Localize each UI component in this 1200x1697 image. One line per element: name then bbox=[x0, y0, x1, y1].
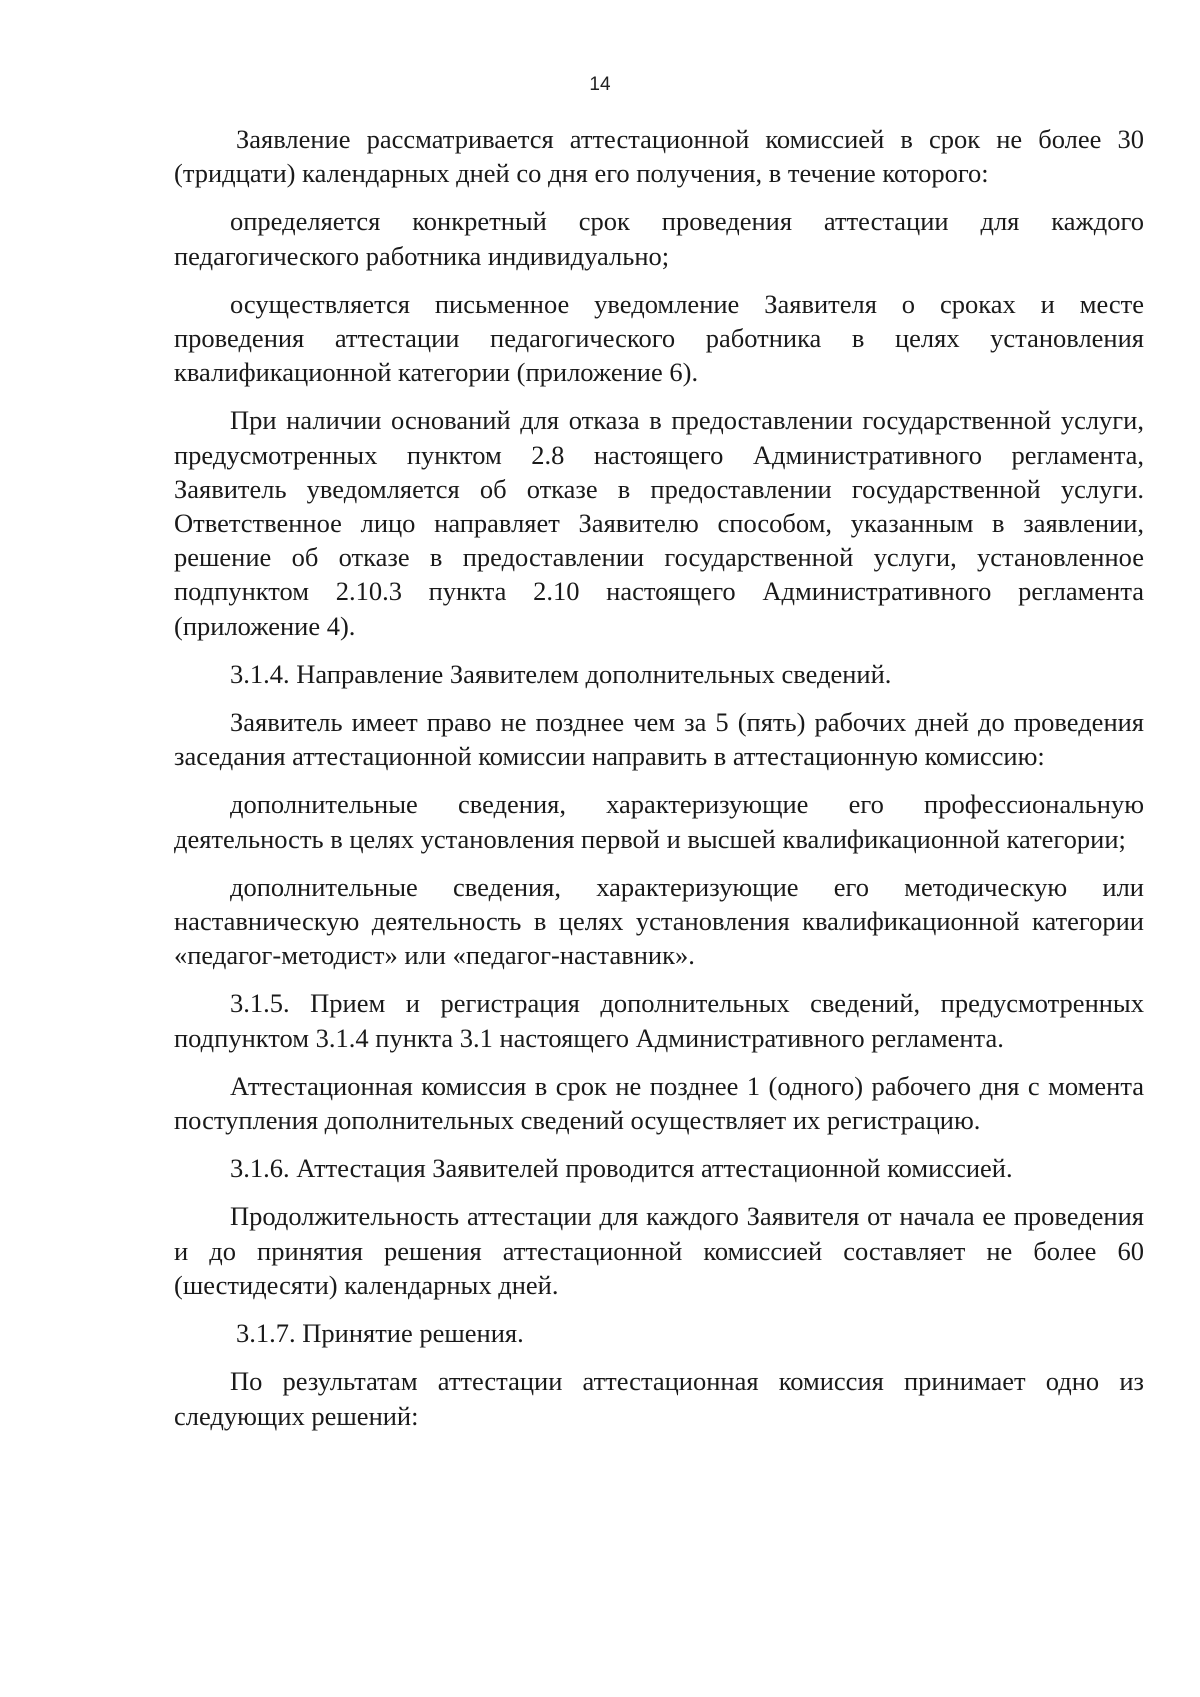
section-heading-3-1-7: 3.1.7. Принятие решения. bbox=[236, 1318, 524, 1349]
paragraph-written-notice: осуществляется письменное уведомление Заявителя о сроках и месте проведения аттестации педагогического работника в целях установления квалификационной категории (приложение 6). bbox=[174, 288, 1144, 388]
section-heading-3-1-5: 3.1.5. Прием и регистрация дополнительных сведений, предусмотренных подпунктом 3.1.4 пункта 3.1 настоящего Административного регламента. bbox=[174, 988, 1144, 1053]
paragraph-term-determined: определяется конкретный срок проведения аттестации для каждого педагогического работника индивидуально; bbox=[174, 206, 1144, 271]
paragraph-attestation-duration: Продолжительность аттестации для каждого Заявителя от начала ее проведения и до принятия решения аттестационной комиссией составляет не более 60 (шестидесяти) календарных дней. bbox=[174, 1201, 1144, 1300]
paragraph-applicant-right: Заявитель имеет право не позднее чем за 5 (пять) рабочих дней до проведения заседания аттестационной комиссии направить в аттестационную комиссию: bbox=[174, 707, 1144, 772]
paragraph-application-review: Заявление рассматривается аттестационной комиссией в срок не более 30 (тридцати) календарных дней со дня его получения, в течение которого: bbox=[174, 124, 1144, 189]
paragraph-professional-info: дополнительные сведения, характеризующие его профессиональную деятельность в целях установления первой и высшей квалификационной категории; bbox=[174, 789, 1144, 854]
document-body bbox=[174, 122, 1144, 1447]
page-number: 14 bbox=[589, 74, 611, 95]
paragraph-refusal-grounds: При наличии оснований для отказа в предоставлении государственной услуги, предусмотренных пунктом 2.8 настоящего Административного регламента, Заявитель уведомляется об отказе в предоставлении государственной услуги. Ответственное лицо направляет Заявителю способом, указанным в заявлении, решение об отказе в предоставлении государственной услуги, установленное подпунктом 2.10.3 пункта 2.10 настоящего Административного регламента (приложение 4). bbox=[174, 405, 1144, 641]
paragraph-registration-term: Аттестационная комиссия в срок не позднее 1 (одного) рабочего дня с момента поступления дополнительных сведений осуществляет их регистрацию. bbox=[174, 1070, 1144, 1136]
section-heading-3-1-4: 3.1.4. Направление Заявителем дополнительных сведений. bbox=[230, 658, 892, 689]
paragraph-methodical-info: дополнительные сведения, характеризующие его методическую или наставническую деятельность в целях установления квалификационной категории «педагог-методист» или «педагог-наставник». bbox=[174, 871, 1144, 971]
paragraph-decisions-intro: По результатам аттестации аттестационная комиссия принимает одно из следующих решений: bbox=[174, 1366, 1144, 1431]
section-heading-3-1-6: 3.1.6. Аттестация Заявителей проводится аттестационной комиссией. bbox=[230, 1153, 1013, 1184]
